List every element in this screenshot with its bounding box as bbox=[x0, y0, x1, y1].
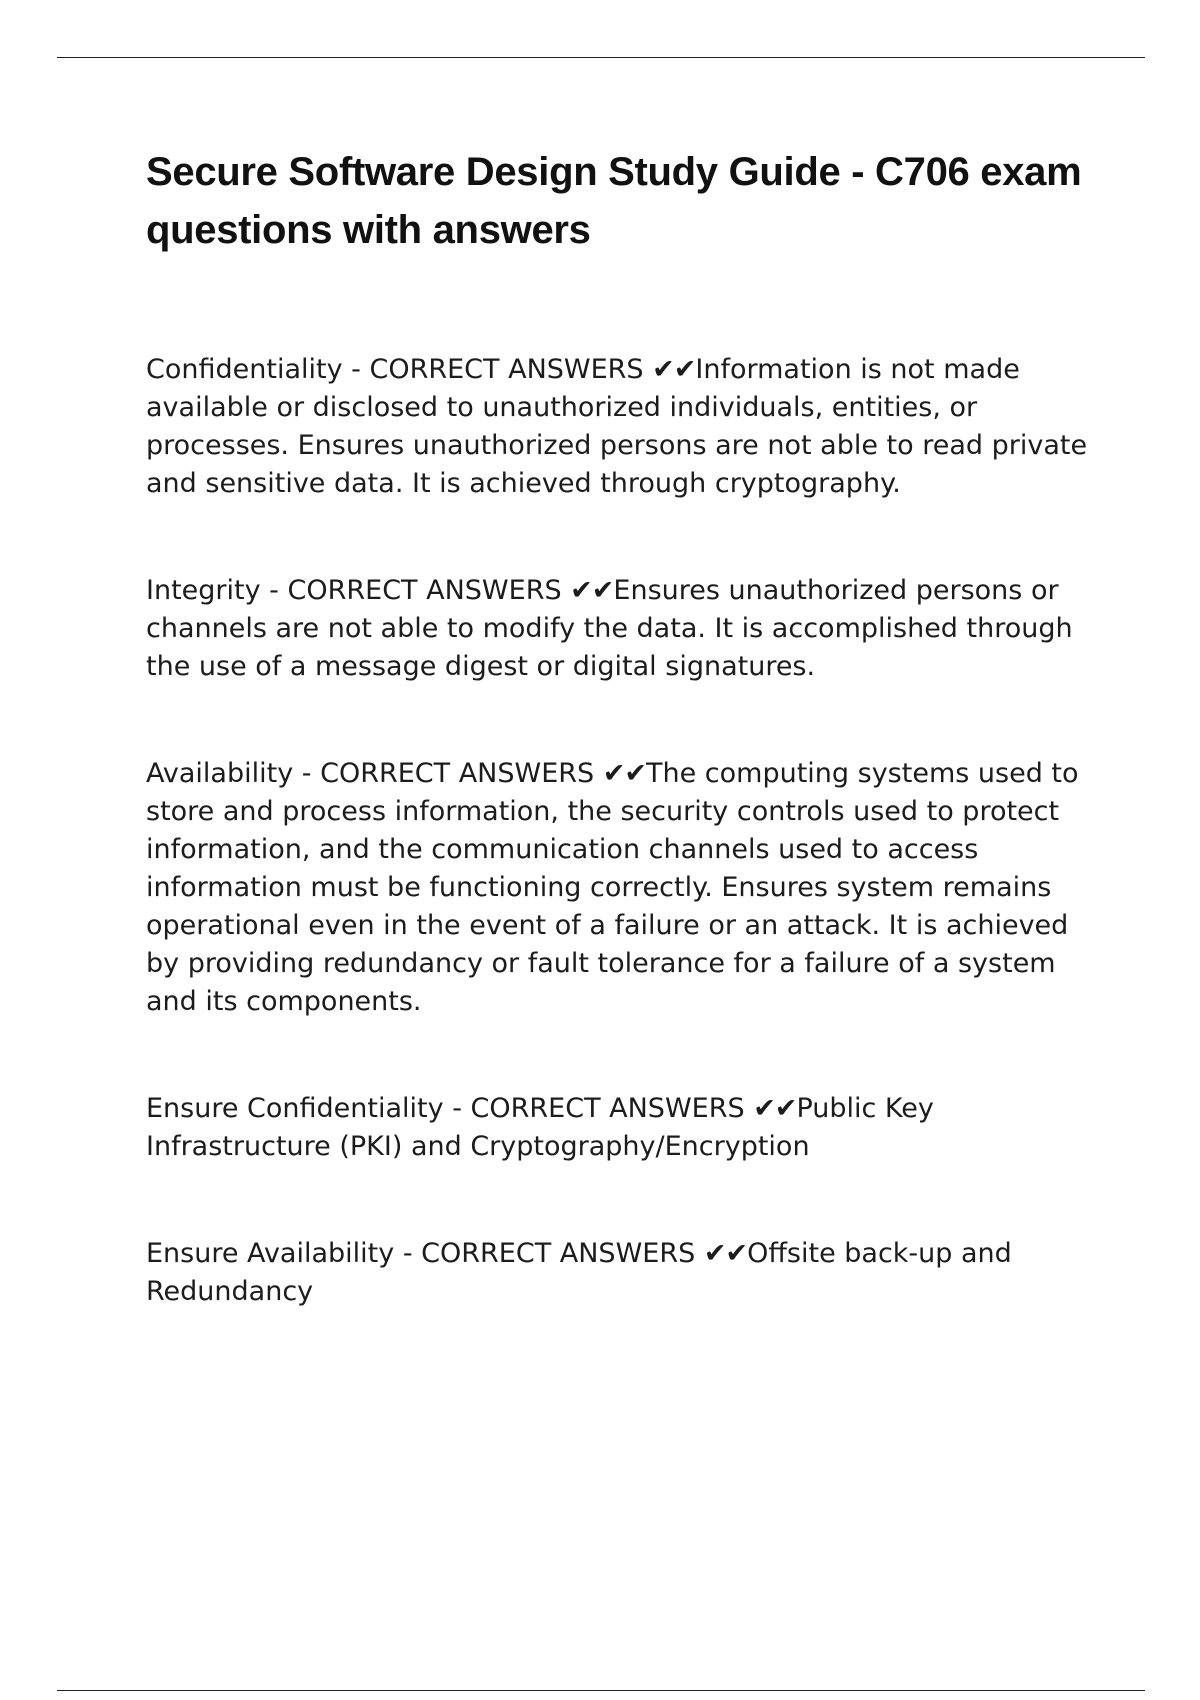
qa-answer: Information is not made available or disclosed to unauthorized individuals, entities, or processes. Ensures unauthorized persons are not able to read private and sensitive data. It is achieved through cryptography. bbox=[146, 354, 1088, 499]
check-icon: ✔✔ bbox=[570, 575, 614, 606]
qa-answer-marker: CORRECT ANSWERS bbox=[421, 1238, 704, 1269]
qa-item-confidentiality bbox=[146, 351, 1096, 503]
check-icon: ✔✔ bbox=[703, 1238, 748, 1269]
qa-separator: - bbox=[394, 1238, 422, 1269]
qa-item-ensure-availability bbox=[146, 1235, 1096, 1311]
qa-answer-marker: CORRECT ANSWERS bbox=[369, 354, 653, 385]
top-divider bbox=[57, 57, 1145, 58]
bottom-divider bbox=[57, 1690, 1145, 1691]
qa-term: Ensure Availability bbox=[146, 1238, 395, 1269]
qa-term: Integrity bbox=[146, 575, 261, 606]
qa-answer-marker: CORRECT ANSWERS bbox=[287, 575, 571, 606]
qa-term: Confidentiality bbox=[146, 354, 343, 385]
qa-separator: - bbox=[293, 758, 321, 789]
qa-answer-marker: CORRECT ANSWERS bbox=[470, 1093, 754, 1124]
qa-separator: - bbox=[443, 1093, 471, 1124]
qa-separator: - bbox=[342, 354, 370, 385]
qa-answer: Offsite back-up and Redundancy bbox=[146, 1238, 1012, 1307]
qa-answer: The computing systems used to store and process information, the security controls used to protect information, and the communication channels used to access information must be functioning correctly. Ensures system remains operational even in the event of a failure or an attack. It is achieved by providing redundancy or fault tolerance for a failure of a system and its components. bbox=[146, 758, 1079, 1017]
check-icon: ✔✔ bbox=[602, 758, 646, 789]
qa-answer-marker: CORRECT ANSWERS bbox=[320, 758, 603, 789]
check-icon: ✔✔ bbox=[652, 354, 696, 385]
qa-item-ensure-confidentiality bbox=[146, 1090, 1096, 1166]
qa-item-integrity bbox=[146, 572, 1096, 686]
check-icon: ✔✔ bbox=[753, 1093, 797, 1124]
qa-term: Ensure Confidentiality bbox=[146, 1093, 444, 1124]
qa-item-availability bbox=[146, 755, 1096, 1021]
qa-separator: - bbox=[260, 575, 288, 606]
qa-answer: Public Key Infrastructure (PKI) and Cryptography/Encryption bbox=[146, 1093, 934, 1162]
qa-term: Availability bbox=[146, 758, 294, 789]
qa-answer: Ensures unauthorized persons or channels are not able to modify the data. It is accomplished through the use of a message digest or digital signatures. bbox=[146, 575, 1073, 682]
page-title: Secure Software Design Study Guide - C706 exam questions with answers bbox=[146, 150, 1082, 252]
